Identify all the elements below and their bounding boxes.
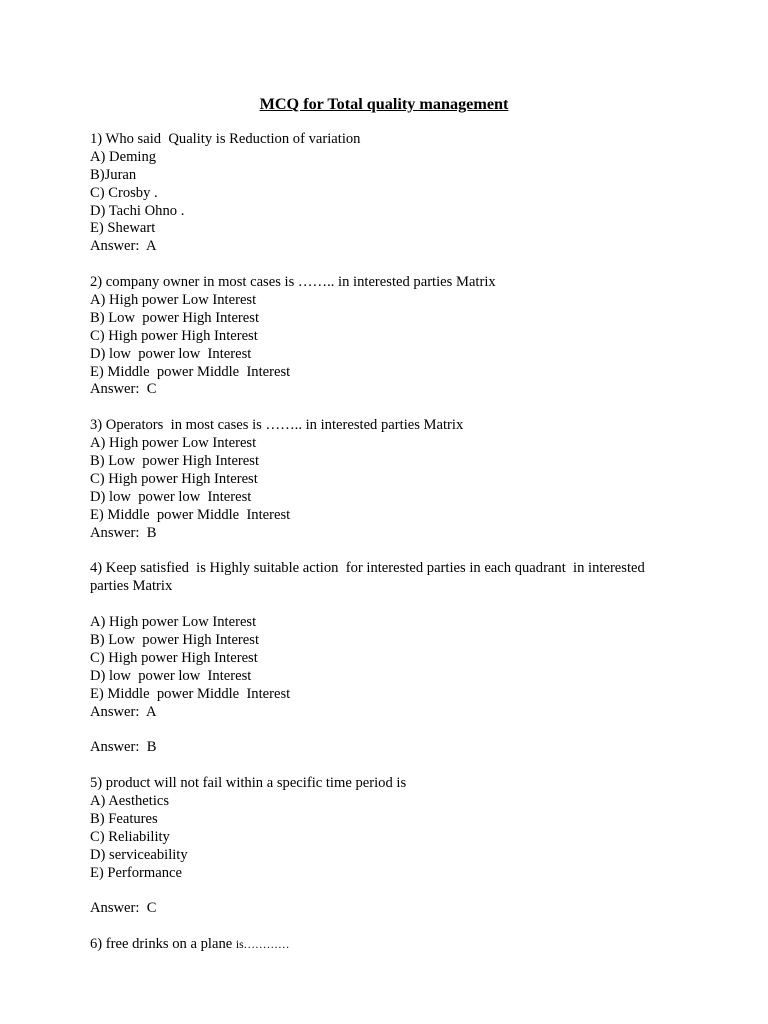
- question-5-option-b: B) Features: [90, 810, 158, 827]
- question-5-option-e: E) Performance: [90, 864, 182, 881]
- question-2-option-e: E) Middle power Middle Interest: [90, 363, 291, 380]
- question-3-option-b: B) Low power High Interest: [90, 453, 260, 470]
- question-1-text: 1) Who said Quality is Reduction of variation: [90, 131, 361, 147]
- question-6-main: 6) free drinks on a plane: [90, 936, 236, 953]
- question-1-option-a: A) Deming: [90, 148, 157, 165]
- spacer: [90, 542, 690, 560]
- spacer: [90, 918, 690, 936]
- spacer: [90, 596, 690, 614]
- question-5-option-a: A) Aesthetics: [90, 792, 170, 809]
- question-5-answer: Answer: C: [90, 900, 157, 917]
- spacer: [90, 256, 690, 274]
- question-4-option-c: C) High power High Interest: [90, 649, 258, 666]
- question-2-answer: Answer: C: [90, 381, 157, 398]
- question-2-option-d: D) low power low Interest: [90, 345, 252, 362]
- question-3-answer: Answer: B: [90, 524, 157, 541]
- question-3-option-e: E) Middle power Middle Interest: [90, 506, 291, 523]
- question-6-tail: is…………: [235, 939, 290, 952]
- question-3-text: 3) Operators in most cases is …….. in interested parties Matrix: [90, 417, 464, 434]
- question-4-text-line-1: 4) Keep satisfied is Highly suitable action for interested parties in each quadrant in interested: [90, 560, 645, 577]
- question-4-option-a: A) High power Low Interest: [90, 614, 257, 631]
- question-6-text: [90, 936, 690, 954]
- question-4-option-b: B) Low power High Interest: [90, 631, 260, 648]
- question-4-option-d: D) low power low Interest: [90, 667, 252, 684]
- question-5-text: 5) product will not fail within a specific time period is: [90, 775, 407, 792]
- question-2-option-a: A) High power Low Interest: [90, 292, 257, 309]
- question-4-text-line-2: parties Matrix: [90, 578, 173, 595]
- question-1-answer: Answer: A: [90, 238, 157, 255]
- spacer: [90, 757, 690, 775]
- spacer: [90, 882, 690, 900]
- question-1-option-b: B)Juran: [90, 166, 137, 183]
- question-2-option-b: B) Low power High Interest: [90, 309, 260, 326]
- question-2-option-c: C) High power High Interest: [90, 327, 258, 344]
- question-4-answer-extra: Answer: B: [90, 739, 157, 756]
- question-3-option-a: A) High power Low Interest: [90, 435, 257, 452]
- question-3-option-c: C) High power High Interest: [90, 470, 258, 487]
- question-3-option-d: D) low power low Interest: [90, 488, 252, 505]
- page-title: MCQ for Total quality management: [259, 95, 509, 113]
- document-body: [90, 131, 690, 954]
- spacer: [90, 399, 690, 417]
- question-1-option-e: E) Shewart: [90, 220, 156, 237]
- question-4-answer: Answer: A: [90, 703, 157, 720]
- question-2-text: 2) company owner in most cases is …….. in interested parties Matrix: [90, 274, 496, 291]
- question-5-option-d: D) serviceability: [90, 846, 188, 863]
- question-4-option-e: E) Middle power Middle Interest: [90, 685, 291, 702]
- question-1-option-c: C) Crosby .: [90, 184, 158, 201]
- spacer: [90, 721, 690, 739]
- question-5-option-c: C) Reliability: [90, 828, 170, 845]
- question-1-option-d: D) Tachi Ohno .: [90, 202, 185, 219]
